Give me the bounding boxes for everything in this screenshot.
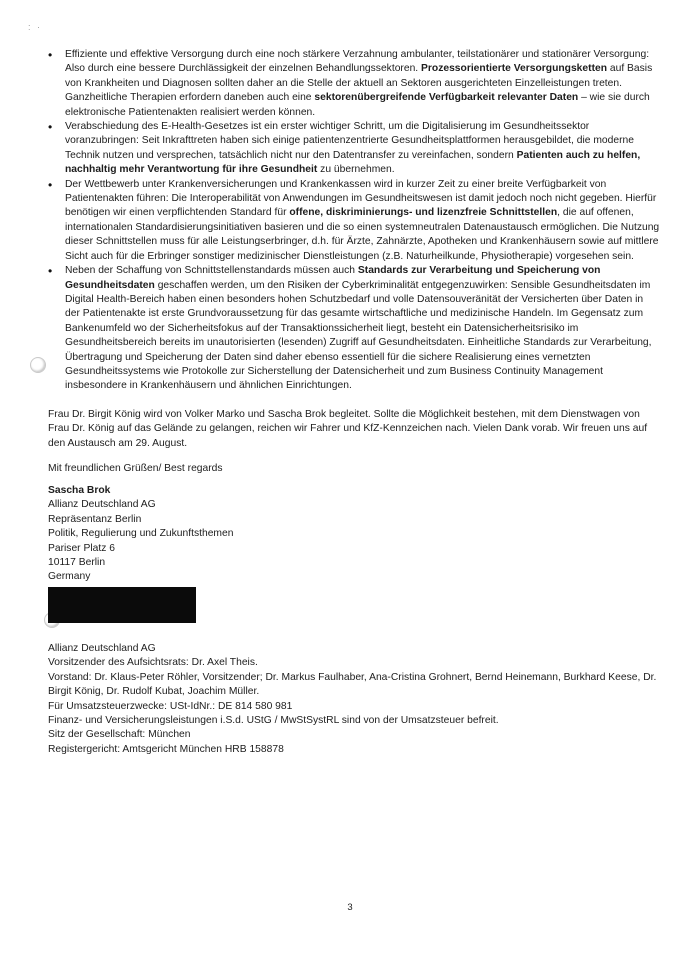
bullet-text: Verabschiedung des E-Health-Gesetzes ist ein erster wichtiger Schritt, um die Digitalisierung im Gesundheitssektor voranzubringen: Seit Inkrafttreten haben sich einige patientenzentrierte Gesundheitsplattformen herausgebildet, die moderne Technik nutzen und versprechen, tatsächlich nicht nur den Datentransfer zu vereinfachen, sondern <box>65 121 634 161</box>
bullet-text: Neben der Schaffung von Schnittstellenstandards müssen auch <box>65 265 358 277</box>
bullet-item <box>48 178 660 264</box>
footer-seat: Sitz der Gesellschaft: München <box>48 729 191 741</box>
signer-name: Sascha Brok <box>48 485 111 496</box>
bullet-bold-text: offene, diskriminierungs- und lizenzfreie Schnittstellen <box>289 207 558 219</box>
footer-company: Allianz Deutschland AG <box>48 643 156 654</box>
bullet-bold-text: sektorenübergreifende Verfügbarkeit relevanter Daten <box>314 92 579 104</box>
footer-board: Vorstand: Dr. Klaus-Peter Röhler, Vorsitzender; Dr. Markus Faulhaber, Ana-Cristina Grohnert, Bernd Heinemann, Burkhard Keese, Dr. Birgit König, Dr. Rudolf Kubat, Joachim Müller. <box>48 671 657 698</box>
page-number: 3 <box>347 902 353 913</box>
corner-scan-mark: : · <box>28 22 42 32</box>
footer-supervisory-board: Vorsitzender des Aufsichtsrats: Dr. Axel Theis. <box>48 657 258 669</box>
bullet-text: zu übernehmen. <box>317 164 395 176</box>
bullet-text: geschaffen werden, um den Risiken der Cyberkriminalität entgegenzuwirken: Sensible Gesundheitsdaten im Digital Health-Bereich haben einen besonders hohen Schutzbedarf und volle Datensouveränität der Versicherten über Daten in der Patientenakte ist erste Grundvoraussetzung für das gesamte wirtschaftliche und medizinische Handeln. Im Gegensatz zum Bankenumfeld wo der Sicherheitsfokus auf der Transaktionssicherheit liegt, besteht ein Datensicherheitsrisiko im Gesundheitsbereich bereits im unautorisierten (lesenden) Zugriff auf Gesundheitsdaten. Einheitliche Standards zur Verarbeitung, Übertragung und Speicherung der Daten sind daher ebenso essentiell für die sichere Realisierung eines vernetzten Gesundheitssystems wie Protokolle zur Sicherstellung der Datensicherheit und zum Business Continuity Management insbesondere in Krankenhäusern und ähnlichen Einrichtungen. <box>65 279 652 392</box>
bullet-text: – wie sie durch elektronische Patientenakten realisiert werden können. <box>65 92 650 118</box>
bullet-text: Der Wettbewerb unter Krankenversicherungen und Krankenkassen wird in kurzer Zeit zu einer breite Verfügbarkeit von Patientenakten führen: Die Interoperabilität von Anwendungen im Gesundheitswesen ist damit jedoch noch nicht gegeben. Hierfür benötigen wir einen verpflichtenden Standard für <box>65 178 657 219</box>
signer-street: Pariser Platz 6 <box>48 542 115 554</box>
signer-country: Germany <box>48 571 91 583</box>
bullet-item <box>48 120 660 178</box>
bullet-text: auf Basis von Krankheiten und Diagnosen sollten daher an die Stelle der aktuell an Sektoren ausgerichteten Einzelleistungen treten. Ganzheitliche Therapien erfordern daneben auch eine <box>65 63 653 104</box>
redaction-block <box>48 587 196 623</box>
bullet-bold-text: Standards zur Verarbeitung und Speicherung von Gesundheitsdaten <box>65 265 601 291</box>
bullet-bold-text: Patienten auch zu helfen, nachhaltig mehr Verantwortung für ihre Gesundheit <box>65 149 641 176</box>
greeting: Mit freundlichen Grüßen/ Best regards <box>48 463 223 474</box>
bullet-bold-text: Prozessorientierte Versorgungsketten <box>421 63 608 75</box>
signer-department: Politik, Regulierung und Zukunftsthemen <box>48 528 234 540</box>
bullet-item <box>48 48 660 120</box>
punch-hole-icon <box>30 357 46 373</box>
footer-vat-id: Für Umsatzsteuerzwecke: USt-IdNr.: DE 814 580 981 <box>48 700 293 712</box>
signature-block <box>48 484 233 585</box>
bullet-text: Effiziente und effektive Versorgung durch eine noch stärkere Verzahnung ambulanter, teilstationärer und stationärer Versorgung: Also durch eine bessere Durchlässigkeit der einzelnen Behandlungssektoren. <box>65 49 650 75</box>
signer-company: Allianz Deutschland AG <box>48 499 156 511</box>
bullet-list <box>48 48 660 394</box>
bullet-item <box>48 264 660 394</box>
footer-register: Registergericht: Amtsgericht München HRB 158878 <box>48 743 284 755</box>
footer-tax-exemption: Finanz- und Versicherungsleistungen i.S.d. UStG / MwStSystRL sind von der Umsatzsteuer befreit. <box>48 715 499 727</box>
closing-paragraph: Frau Dr. Birgit König wird von Volker Marko und Sascha Brok begleitet. Sollte die Möglichkeit bestehen, mit dem Dienstwagen von Frau Dr. König auf das Gelände zu gelangen, reichen wir Fahrer und KfZ-Kennzeichen nach. Vielen Dank vorab. Wir freuen uns auf den Austausch am 29. August. <box>48 409 648 449</box>
company-footer <box>48 642 668 757</box>
bullet-text: , die auf offenen, internationalen Standardisierungsinitiativen basieren und die so einen systemneutralen Datenaustausch ermöglichen. Die Nutzung dieser Schnittstellen muss für alle Leistungserbringer, d.h. für Ärzte, Zahnärzte, Apotheken und Krankenhäusern sowie auf mittlere Sicht auch für die Erbringer sonstiger medizinischer Dienstleistungen (z.B. Naturheilkunde, Physiotherapie) vorgesehen sein. <box>65 207 660 262</box>
signer-city: 10117 Berlin <box>48 557 106 569</box>
signer-office: Repräsentanz Berlin <box>48 513 142 525</box>
